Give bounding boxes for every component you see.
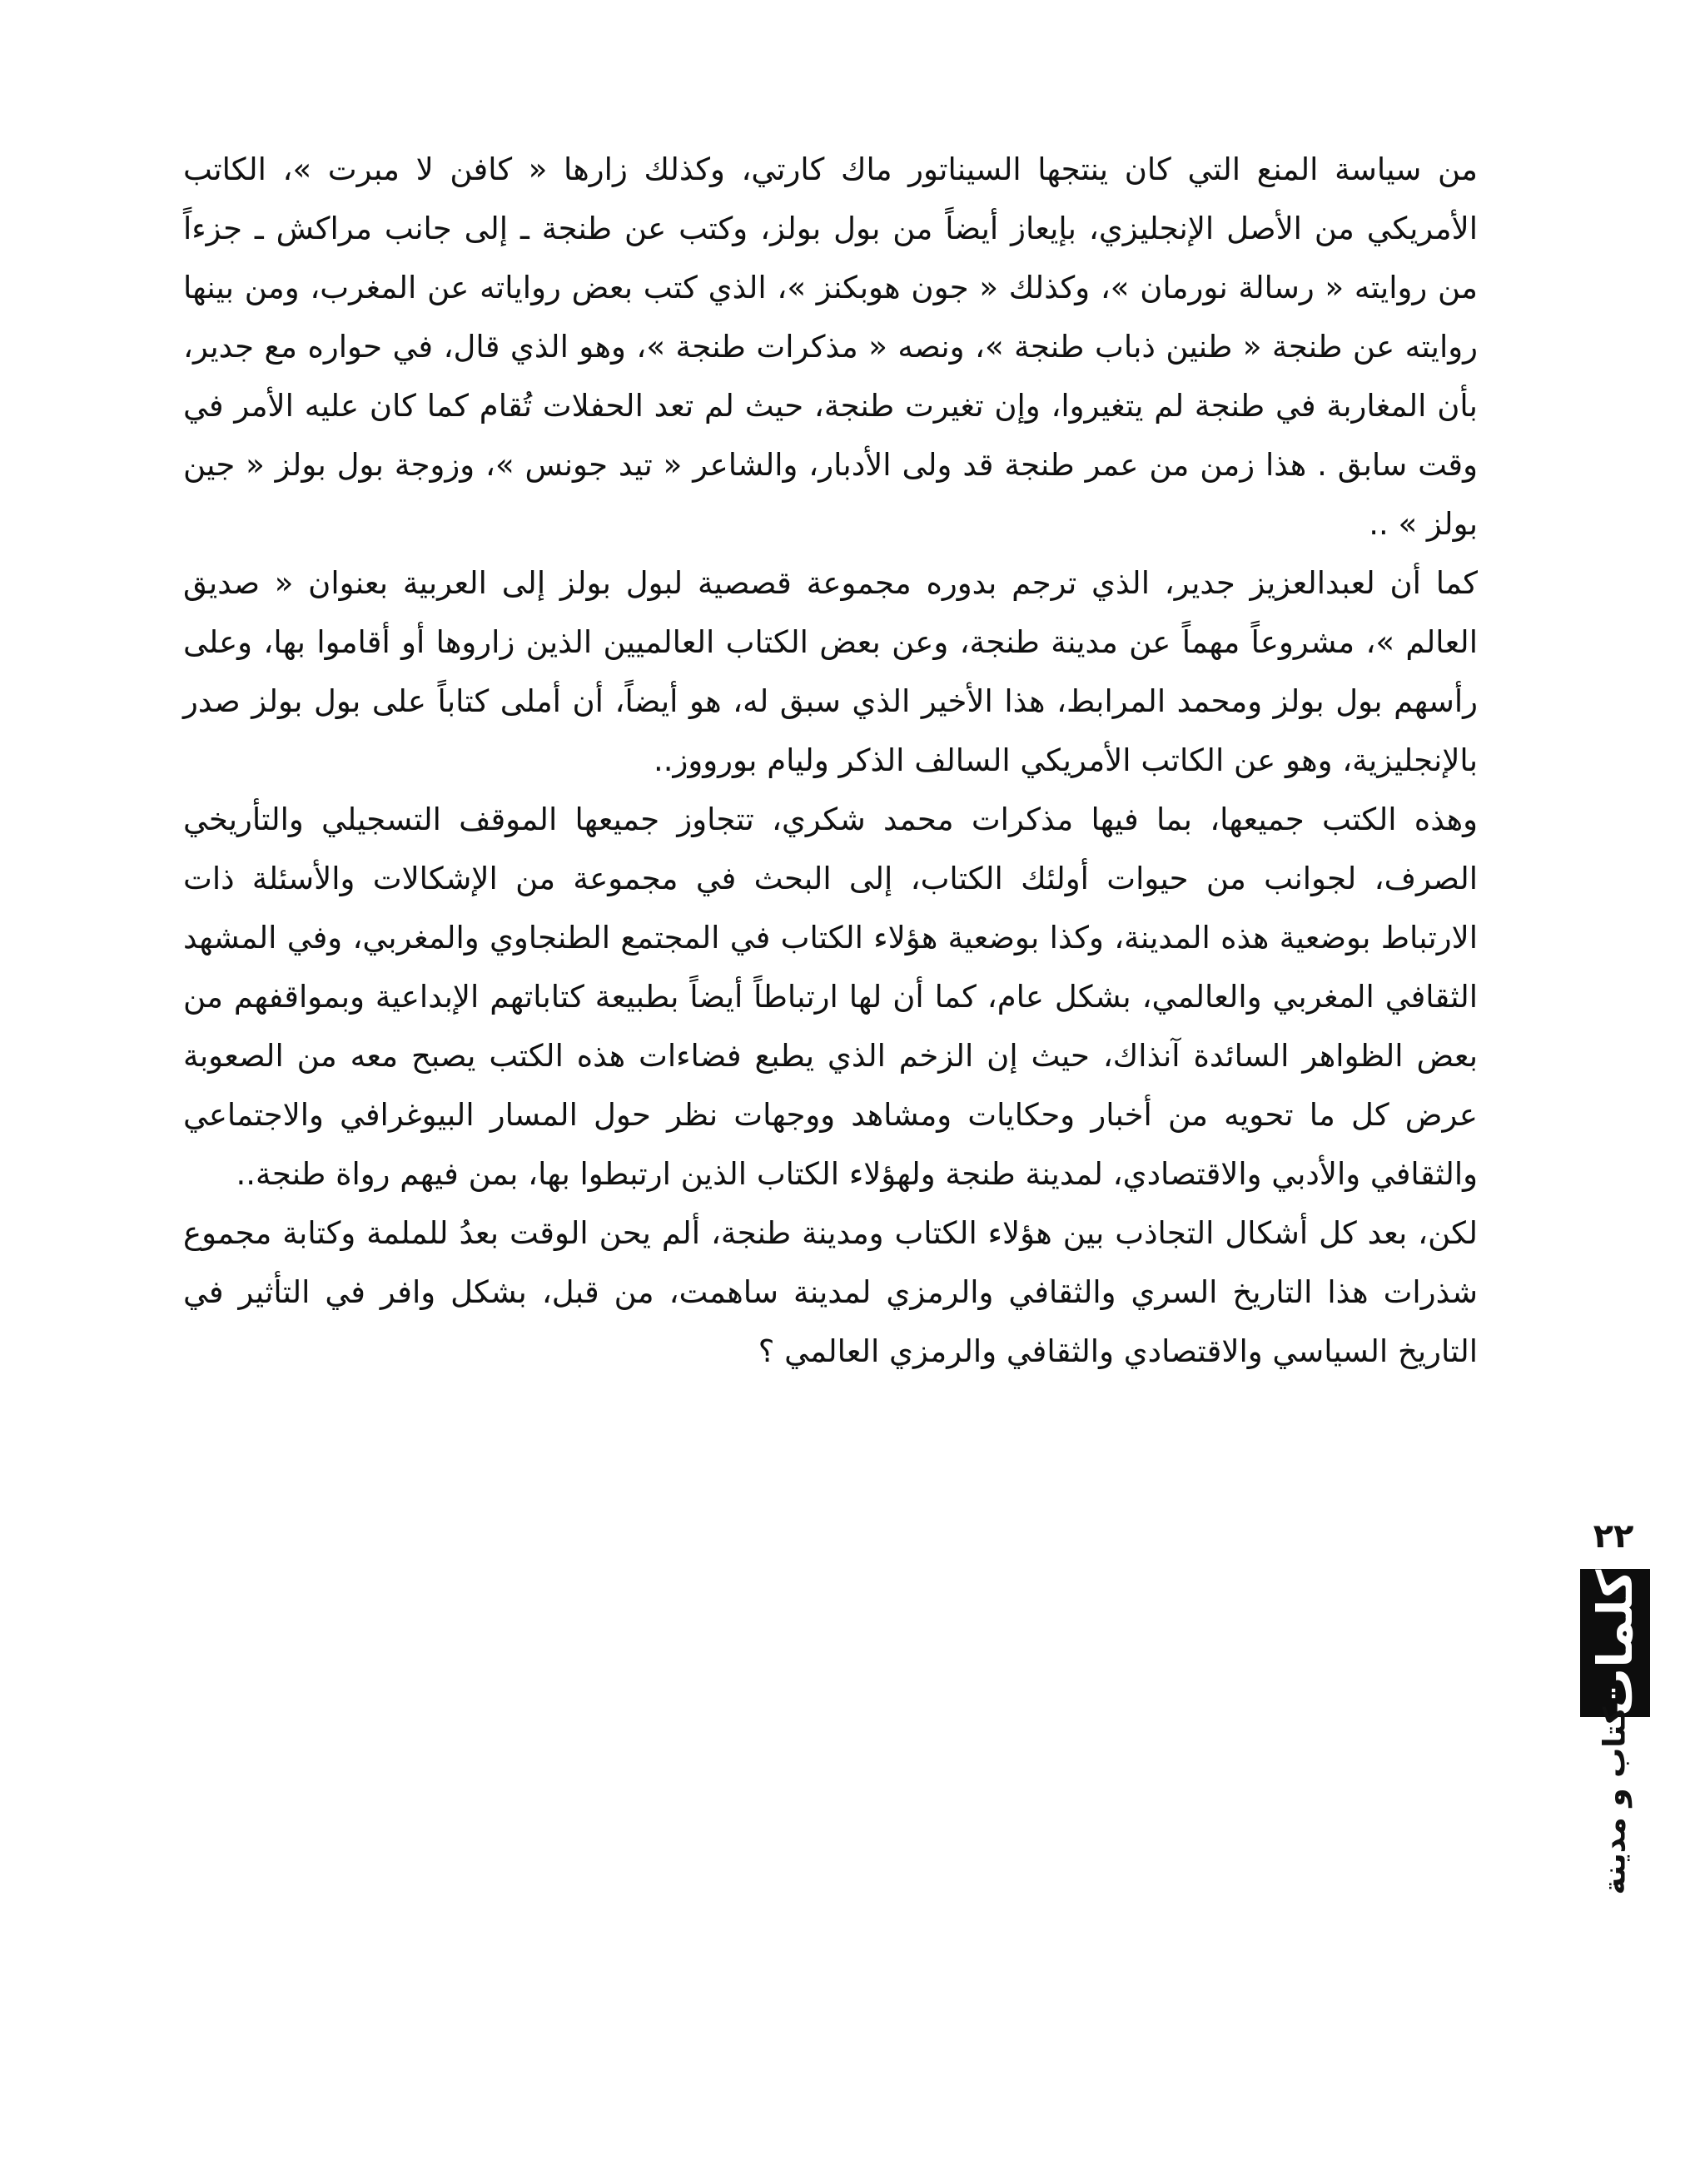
section-label-container (1588, 1706, 1642, 1894)
article-body (183, 140, 1478, 1381)
section-label: كتاب و مدينة (1598, 1706, 1633, 1894)
page-number: ٢٢ (1593, 1517, 1634, 1556)
paragraph-3: وهذه الكتب جميعها، بما فيها مذكرات محمد شكري، تتجاوز جميعها الموقف التسجيلي والتأريخي الصرف، لجوانب من حيوات أولئك الكتاب، إلى البحث في مجموعة من الإشكالات والأسئلة ذات الارتباط بوضعية هذه المدينة، وكذا بوضعية هؤلاء الكتاب في المجتمع الطنجاوي والمغربي، وفي المشهد الثقافي المغربي والعالمي، بشكل عام، كما أن لها ارتباطاً أيضاً بطبيعة كتاباتهم الإبداعية وبمواقفهم من بعض الظواهر السائدة آنذاك، حيث إن الزخم الذي يطبع فضاءات هذه الكتب يصبح معه من الصعوبة عرض كل ما تحويه من أخبار وحكايات ومشاهد ووجهات نظر حول المسار البيوغرافي والاجتماعي والثقافي والأدبي والاقتصادي، لمدينة طنجة ولهؤلاء الكتاب الذين ارتبطوا بها، بمن فيهم رواة طنجة.. (183, 802, 1478, 1192)
paragraph-4: لكن، بعد كل أشكال التجاذب بين هؤلاء الكتاب ومدينة طنجة، ألم يحن الوقت بعدُ للملمة وكتابة مجموع شذرات هذا التاريخ السري والثقافي والرمزي لمدينة ساهمت، من قبل، بشكل وافر في التأثير في التاريخ السياسي والاقتصادي والثقافي والرمزي العالمي ؟ (183, 1215, 1478, 1369)
paragraph-1: من سياسة المنع التي كان ينتجها السيناتور ماك كارتي، وكذلك زارها « كافن لا مبرت »، الكاتب الأمريكي من الأصل الإنجليزي، بإيعاز أيضاً من بول بولز، وكتب عن طنجة ـ إلى جانب مراكش ـ جزءاً من روايته « رسالة نورمان »، وكذلك « جون هوبكنز »، الذي كتب بعض رواياته عن المغرب، ومن بينها روايته عن طنجة « طنين ذباب طنجة »، ونصه « مذكرات طنجة »، وهو الذي قال، في حواره مع جدير، بأن المغاربة في طنجة لم يتغيروا، وإن تغيرت طنجة، حيث لم تعد الحفلات تُقام كما كان عليه الأمر في وقت سابق . هذا زمن من عمر طنجة قد ولى الأدبار، والشاعر « تيد جونس »، وزوجة بول بولز « جين بولز » .. (183, 151, 1478, 542)
magazine-logo: كلمات (1587, 1569, 1644, 1717)
paragraph-2: كما أن لعبدالعزيز جدير، الذي ترجم بدوره مجموعة قصصية لبول بولز إلى العربية بعنوان « صديق العالم »، مشروعاً مهماً عن مدينة طنجة، وعن بعض الكتاب العالميين الذين زاروها أو أقاموا بها، وعلى رأسهم بول بولز ومحمد المرابط، هذا الأخير الذي سبق له، هو أيضاً، أن أملى كتاباً على بول بولز صدر بالإنجليزية، وهو عن الكاتب الأمريكي السالف الذكر وليام بورووز.. (183, 565, 1478, 778)
magazine-logo-box (1580, 1569, 1650, 1717)
